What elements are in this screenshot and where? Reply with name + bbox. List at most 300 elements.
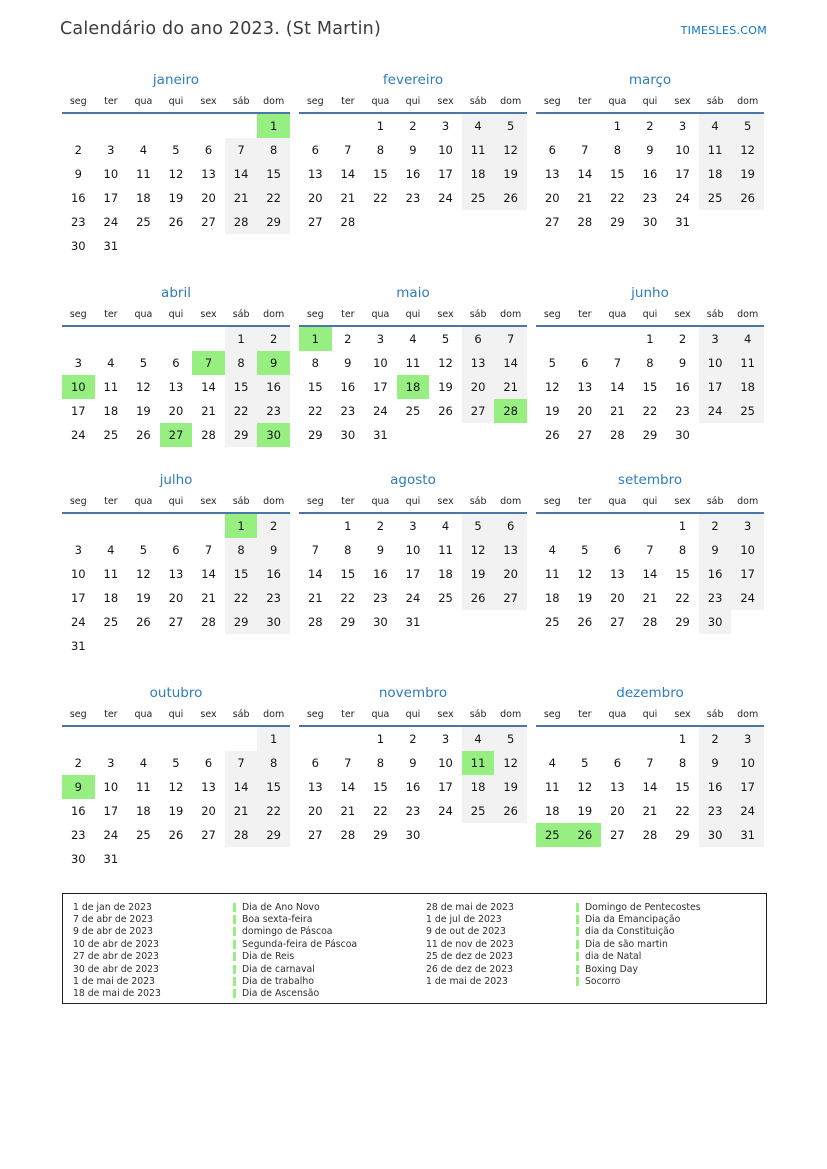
holiday-marker-icon bbox=[576, 903, 579, 912]
empty-cell bbox=[462, 423, 495, 447]
weekday-header: qua bbox=[601, 706, 634, 726]
day-cell: 9 bbox=[646, 143, 654, 157]
empty-cell bbox=[601, 326, 634, 351]
month-abril bbox=[62, 285, 290, 447]
empty-cell bbox=[127, 113, 160, 138]
weekday-header: qui bbox=[160, 706, 193, 726]
day-cell: 29 bbox=[642, 428, 658, 442]
day-cell: 22 bbox=[675, 804, 690, 818]
day-cell: 21 bbox=[201, 591, 216, 605]
day-cell: 12 bbox=[494, 751, 527, 775]
legend-holiday-name: Dia da Emancipação bbox=[585, 914, 681, 926]
day-cell: 27 bbox=[160, 423, 193, 447]
empty-cell bbox=[731, 610, 764, 634]
empty-cell bbox=[494, 610, 527, 634]
day-cell: 5 bbox=[172, 143, 180, 157]
day-cell: 1 bbox=[646, 332, 654, 346]
day-cell: 24 bbox=[438, 804, 453, 818]
weekday-header: sáb bbox=[462, 706, 495, 726]
day-cell: 10 bbox=[70, 567, 86, 581]
day-cell: 4 bbox=[699, 113, 732, 138]
day-cell: 18 bbox=[544, 591, 560, 605]
day-cell: 10 bbox=[103, 780, 119, 794]
day-cell: 23 bbox=[70, 215, 86, 229]
month-setembro bbox=[536, 472, 764, 634]
day-cell: 3 bbox=[74, 356, 82, 370]
day-cell: 6 bbox=[172, 543, 180, 557]
empty-cell bbox=[731, 210, 764, 234]
weekday-header: dom bbox=[257, 306, 290, 326]
day-cell: 26 bbox=[731, 186, 764, 210]
day-cell: 25 bbox=[699, 186, 732, 210]
day-cell: 2 bbox=[74, 756, 82, 770]
weekday-header: dom bbox=[731, 493, 764, 513]
weekday-header: qui bbox=[634, 306, 667, 326]
day-cell: 1 bbox=[257, 113, 290, 138]
day-cell: 9 bbox=[376, 543, 385, 557]
weekday-header: qui bbox=[160, 306, 193, 326]
day-cell: 16 bbox=[699, 775, 732, 799]
weekday-header: ter bbox=[332, 493, 365, 513]
day-cell: 19 bbox=[136, 404, 151, 418]
empty-cell bbox=[95, 634, 128, 658]
day-cell: 6 bbox=[613, 543, 622, 557]
day-cell: 21 bbox=[225, 799, 258, 823]
month-title: agosto bbox=[390, 472, 436, 488]
legend-holiday-name: Dia de são martin bbox=[585, 938, 668, 950]
weekday-header: dom bbox=[731, 706, 764, 726]
empty-cell bbox=[160, 726, 193, 751]
day-cell: 19 bbox=[168, 191, 184, 205]
day-cell: 12 bbox=[462, 538, 495, 562]
day-cell: 12 bbox=[544, 380, 560, 394]
day-cell: 16 bbox=[257, 375, 290, 399]
day-cell: 22 bbox=[610, 191, 625, 205]
holiday-marker-icon bbox=[233, 927, 236, 936]
day-cell: 13 bbox=[610, 567, 625, 581]
day-cell: 5 bbox=[139, 543, 148, 557]
weekday-header: ter bbox=[332, 706, 365, 726]
month-calendar bbox=[536, 706, 764, 847]
empty-cell bbox=[299, 726, 332, 751]
day-cell: 23 bbox=[257, 399, 290, 423]
day-cell: 6 bbox=[204, 143, 213, 157]
day-cell: 20 bbox=[307, 191, 323, 205]
legend-date: 9 de out de 2023 bbox=[426, 926, 506, 938]
day-cell: 13 bbox=[201, 780, 216, 794]
legend-date: 10 de abr de 2023 bbox=[73, 938, 159, 950]
day-cell: 19 bbox=[494, 775, 527, 799]
legend-row bbox=[73, 926, 426, 938]
day-cell: 23 bbox=[373, 591, 388, 605]
day-cell: 14 bbox=[494, 351, 527, 375]
day-cell: 10 bbox=[62, 375, 95, 399]
day-cell: 23 bbox=[340, 404, 356, 418]
day-cell: 26 bbox=[544, 428, 560, 442]
month-title: junho bbox=[631, 285, 669, 301]
day-cell: 17 bbox=[438, 167, 453, 181]
weekday-header: seg bbox=[299, 706, 332, 726]
legend-row bbox=[426, 901, 756, 913]
empty-cell bbox=[160, 847, 193, 871]
day-cell: 7 bbox=[344, 756, 352, 770]
day-cell: 17 bbox=[438, 780, 453, 794]
weekday-header: qua bbox=[364, 306, 397, 326]
day-cell: 13 bbox=[462, 351, 495, 375]
empty-cell bbox=[160, 326, 193, 351]
weekday-header: ter bbox=[95, 93, 128, 113]
empty-cell bbox=[429, 423, 462, 447]
weekday-header: dom bbox=[257, 706, 290, 726]
empty-cell bbox=[536, 113, 569, 138]
holiday-marker-icon bbox=[576, 915, 579, 924]
day-cell: 26 bbox=[438, 404, 453, 418]
day-cell: 14 bbox=[225, 775, 258, 799]
weekday-header: qui bbox=[397, 306, 430, 326]
weekday-header: qua bbox=[127, 493, 160, 513]
day-cell: 23 bbox=[642, 191, 658, 205]
day-cell: 15 bbox=[257, 775, 290, 799]
empty-cell bbox=[225, 726, 258, 751]
day-cell: 5 bbox=[494, 726, 527, 751]
day-cell: 16 bbox=[340, 380, 356, 394]
day-cell: 3 bbox=[376, 332, 385, 346]
day-cell: 31 bbox=[675, 215, 690, 229]
day-cell: 14 bbox=[610, 380, 625, 394]
day-cell: 16 bbox=[405, 780, 421, 794]
day-cell: 12 bbox=[731, 138, 764, 162]
day-cell: 30 bbox=[257, 423, 290, 447]
day-cell: 28 bbox=[201, 615, 216, 629]
weekday-header: dom bbox=[494, 706, 527, 726]
day-cell: 18 bbox=[397, 375, 430, 399]
day-cell: 1 bbox=[678, 519, 687, 533]
day-cell: 9 bbox=[699, 751, 732, 775]
day-cell: 9 bbox=[257, 538, 290, 562]
weekday-header: qua bbox=[127, 706, 160, 726]
day-cell: 3 bbox=[441, 119, 450, 133]
empty-cell bbox=[192, 326, 225, 351]
day-cell: 28 bbox=[225, 210, 258, 234]
day-cell: 2 bbox=[678, 332, 687, 346]
day-cell: 5 bbox=[494, 113, 527, 138]
day-cell: 20 bbox=[577, 404, 593, 418]
month-calendar bbox=[62, 306, 290, 447]
month-calendar bbox=[536, 306, 764, 447]
day-cell: 6 bbox=[494, 513, 527, 538]
weekday-header: seg bbox=[536, 706, 569, 726]
day-cell: 14 bbox=[225, 162, 258, 186]
website-link[interactable]: TIMESLES.COM bbox=[680, 24, 767, 37]
day-cell: 12 bbox=[136, 567, 151, 581]
legend-holiday-name: Segunda-feira de Páscoa bbox=[242, 938, 358, 950]
weekday-header: seg bbox=[299, 493, 332, 513]
day-cell: 19 bbox=[731, 162, 764, 186]
empty-cell bbox=[192, 634, 225, 658]
month-agosto bbox=[299, 472, 527, 634]
weekday-header: ter bbox=[569, 306, 602, 326]
day-cell: 30 bbox=[405, 828, 421, 842]
weekday-header: ter bbox=[569, 493, 602, 513]
day-cell: 29 bbox=[225, 610, 258, 634]
day-cell: 9 bbox=[409, 143, 417, 157]
empty-cell bbox=[429, 823, 462, 847]
day-cell: 11 bbox=[438, 543, 453, 557]
day-cell: 18 bbox=[136, 191, 151, 205]
empty-cell bbox=[299, 513, 332, 538]
empty-cell bbox=[225, 847, 258, 871]
day-cell: 15 bbox=[373, 780, 388, 794]
empty-cell bbox=[494, 210, 527, 234]
day-cell: 8 bbox=[257, 138, 290, 162]
weekday-header: sáb bbox=[462, 306, 495, 326]
day-cell: 4 bbox=[462, 726, 495, 751]
day-cell: 15 bbox=[373, 167, 388, 181]
day-cell: 20 bbox=[201, 191, 216, 205]
day-cell: 14 bbox=[577, 167, 593, 181]
weekday-header: sáb bbox=[225, 493, 258, 513]
day-cell: 9 bbox=[699, 538, 732, 562]
day-cell: 26 bbox=[462, 586, 495, 610]
empty-cell bbox=[160, 113, 193, 138]
day-cell: 10 bbox=[731, 751, 764, 775]
day-cell: 2 bbox=[376, 519, 385, 533]
holiday-marker-icon bbox=[233, 915, 236, 924]
day-cell: 3 bbox=[107, 756, 115, 770]
weekday-header: sáb bbox=[699, 306, 732, 326]
month-title: maio bbox=[396, 285, 430, 301]
day-cell: 17 bbox=[405, 567, 421, 581]
empty-cell bbox=[95, 326, 128, 351]
empty-cell bbox=[225, 234, 258, 258]
day-cell: 21 bbox=[610, 404, 625, 418]
legend-date: 1 de jul de 2023 bbox=[426, 914, 502, 926]
empty-cell bbox=[225, 113, 258, 138]
day-cell: 29 bbox=[225, 423, 258, 447]
empty-cell bbox=[257, 234, 290, 258]
day-cell: 1 bbox=[376, 732, 385, 746]
day-cell: 2 bbox=[409, 732, 417, 746]
weekday-header: qui bbox=[634, 706, 667, 726]
month-calendar bbox=[536, 493, 764, 634]
empty-cell bbox=[569, 513, 602, 538]
legend-date: 26 de dez de 2023 bbox=[426, 963, 514, 975]
holiday-marker-icon bbox=[233, 989, 236, 998]
day-cell: 31 bbox=[405, 615, 421, 629]
weekday-header: sáb bbox=[462, 93, 495, 113]
empty-cell bbox=[62, 726, 95, 751]
day-cell: 8 bbox=[311, 356, 319, 370]
day-cell: 11 bbox=[136, 780, 151, 794]
day-cell: 11 bbox=[699, 138, 732, 162]
day-cell: 18 bbox=[544, 804, 560, 818]
weekday-header: ter bbox=[95, 306, 128, 326]
day-cell: 15 bbox=[340, 567, 356, 581]
month-title: abril bbox=[161, 285, 191, 301]
day-cell: 18 bbox=[462, 162, 495, 186]
day-cell: 22 bbox=[675, 591, 690, 605]
day-cell: 30 bbox=[70, 239, 86, 253]
weekday-header: sex bbox=[192, 706, 225, 726]
day-cell: 4 bbox=[548, 543, 556, 557]
weekday-header: dom bbox=[494, 306, 527, 326]
day-cell: 18 bbox=[731, 375, 764, 399]
weekday-header: seg bbox=[62, 306, 95, 326]
day-cell: 23 bbox=[70, 828, 86, 842]
day-cell: 25 bbox=[544, 615, 560, 629]
day-cell: 1 bbox=[225, 326, 258, 351]
month-calendar bbox=[62, 706, 290, 871]
day-cell: 17 bbox=[70, 591, 86, 605]
day-cell: 3 bbox=[441, 732, 450, 746]
day-cell: 20 bbox=[610, 804, 625, 818]
day-cell: 25 bbox=[462, 799, 495, 823]
day-cell: 8 bbox=[344, 543, 352, 557]
day-cell: 6 bbox=[548, 143, 556, 157]
month-dezembro bbox=[536, 685, 764, 847]
empty-cell bbox=[62, 326, 95, 351]
day-cell: 19 bbox=[168, 804, 184, 818]
day-cell: 6 bbox=[172, 356, 180, 370]
legend-date: 30 de abr de 2023 bbox=[73, 963, 159, 975]
day-cell: 5 bbox=[581, 543, 589, 557]
day-cell: 11 bbox=[103, 567, 119, 581]
empty-cell bbox=[127, 326, 160, 351]
day-cell: 16 bbox=[405, 167, 421, 181]
day-cell: 15 bbox=[257, 162, 290, 186]
month-outubro bbox=[62, 685, 290, 871]
empty-cell bbox=[462, 210, 495, 234]
empty-cell bbox=[62, 513, 95, 538]
empty-cell bbox=[62, 113, 95, 138]
empty-cell bbox=[536, 513, 569, 538]
legend-holiday-name: domingo de Páscoa bbox=[242, 926, 333, 938]
weekday-header: sex bbox=[666, 493, 699, 513]
empty-cell bbox=[225, 634, 258, 658]
day-cell: 22 bbox=[307, 404, 323, 418]
day-cell: 4 bbox=[731, 326, 764, 351]
legend-date: 7 de abr de 2023 bbox=[73, 914, 154, 926]
day-cell: 11 bbox=[544, 780, 560, 794]
day-cell: 15 bbox=[675, 567, 690, 581]
day-cell: 31 bbox=[70, 639, 86, 653]
empty-cell bbox=[429, 210, 462, 234]
empty-cell bbox=[127, 234, 160, 258]
day-cell: 13 bbox=[577, 380, 593, 394]
day-cell: 7 bbox=[225, 138, 258, 162]
empty-cell bbox=[699, 423, 732, 447]
empty-cell bbox=[257, 847, 290, 871]
day-cell: 7 bbox=[646, 756, 654, 770]
weekday-header: sex bbox=[192, 93, 225, 113]
weekday-header: sáb bbox=[225, 706, 258, 726]
day-cell: 30 bbox=[257, 610, 290, 634]
weekday-header: ter bbox=[569, 93, 602, 113]
day-cell: 11 bbox=[731, 351, 764, 375]
legend-row bbox=[73, 975, 426, 987]
empty-cell bbox=[569, 113, 602, 138]
weekday-header: qua bbox=[364, 493, 397, 513]
day-cell: 29 bbox=[307, 428, 323, 442]
day-cell: 27 bbox=[307, 215, 323, 229]
empty-cell bbox=[397, 210, 430, 234]
day-cell: 21 bbox=[307, 591, 323, 605]
day-cell: 8 bbox=[225, 351, 258, 375]
legend-holiday-name: Boxing Day bbox=[585, 963, 638, 975]
day-cell: 16 bbox=[70, 804, 86, 818]
day-cell: 8 bbox=[225, 538, 258, 562]
day-cell: 11 bbox=[136, 167, 151, 181]
day-cell: 3 bbox=[74, 543, 82, 557]
day-cell: 8 bbox=[678, 543, 687, 557]
weekday-header: sáb bbox=[699, 493, 732, 513]
weekday-header: qua bbox=[364, 706, 397, 726]
weekday-header: qui bbox=[160, 93, 193, 113]
weekday-header: sáb bbox=[225, 93, 258, 113]
day-cell: 3 bbox=[678, 119, 687, 133]
day-cell: 11 bbox=[462, 751, 495, 775]
day-cell: 31 bbox=[103, 852, 119, 866]
day-cell: 4 bbox=[139, 756, 148, 770]
month-calendar bbox=[62, 93, 290, 258]
empty-cell bbox=[127, 726, 160, 751]
day-cell: 26 bbox=[494, 799, 527, 823]
day-cell: 14 bbox=[201, 380, 216, 394]
day-cell: 25 bbox=[438, 591, 453, 605]
weekday-header: qua bbox=[127, 93, 160, 113]
day-cell: 5 bbox=[462, 513, 495, 538]
day-cell: 2 bbox=[344, 332, 352, 346]
day-cell: 20 bbox=[544, 191, 560, 205]
day-cell: 12 bbox=[136, 380, 151, 394]
weekday-header: ter bbox=[332, 93, 365, 113]
day-cell: 26 bbox=[136, 428, 151, 442]
day-cell: 23 bbox=[675, 404, 690, 418]
day-cell: 22 bbox=[257, 799, 290, 823]
day-cell: 28 bbox=[494, 399, 527, 423]
day-cell: 24 bbox=[405, 591, 421, 605]
day-cell: 24 bbox=[103, 215, 119, 229]
day-cell: 17 bbox=[103, 804, 119, 818]
day-cell: 18 bbox=[699, 162, 732, 186]
day-cell: 2 bbox=[409, 119, 417, 133]
day-cell: 5 bbox=[731, 113, 764, 138]
day-cell: 26 bbox=[569, 823, 602, 847]
day-cell: 24 bbox=[731, 586, 764, 610]
month-title: novembro bbox=[378, 685, 448, 701]
holiday-legend bbox=[62, 893, 767, 1004]
day-cell: 6 bbox=[204, 756, 213, 770]
month-novembro bbox=[299, 685, 527, 847]
day-cell: 22 bbox=[225, 586, 258, 610]
day-cell: 17 bbox=[103, 191, 119, 205]
weekday-header: ter bbox=[332, 306, 365, 326]
day-cell: 22 bbox=[642, 404, 658, 418]
day-cell: 12 bbox=[168, 167, 184, 181]
day-cell: 16 bbox=[675, 380, 690, 394]
month-title: fevereiro bbox=[382, 72, 444, 88]
day-cell: 13 bbox=[307, 780, 323, 794]
legend-holiday-name: Socorro bbox=[585, 976, 621, 988]
weekday-header: qua bbox=[364, 93, 397, 113]
day-cell: 25 bbox=[103, 615, 119, 629]
day-cell: 10 bbox=[438, 143, 453, 157]
month-março bbox=[536, 72, 764, 234]
day-cell: 15 bbox=[307, 380, 323, 394]
weekday-header: qui bbox=[160, 493, 193, 513]
day-cell: 21 bbox=[201, 404, 216, 418]
empty-cell bbox=[462, 823, 495, 847]
